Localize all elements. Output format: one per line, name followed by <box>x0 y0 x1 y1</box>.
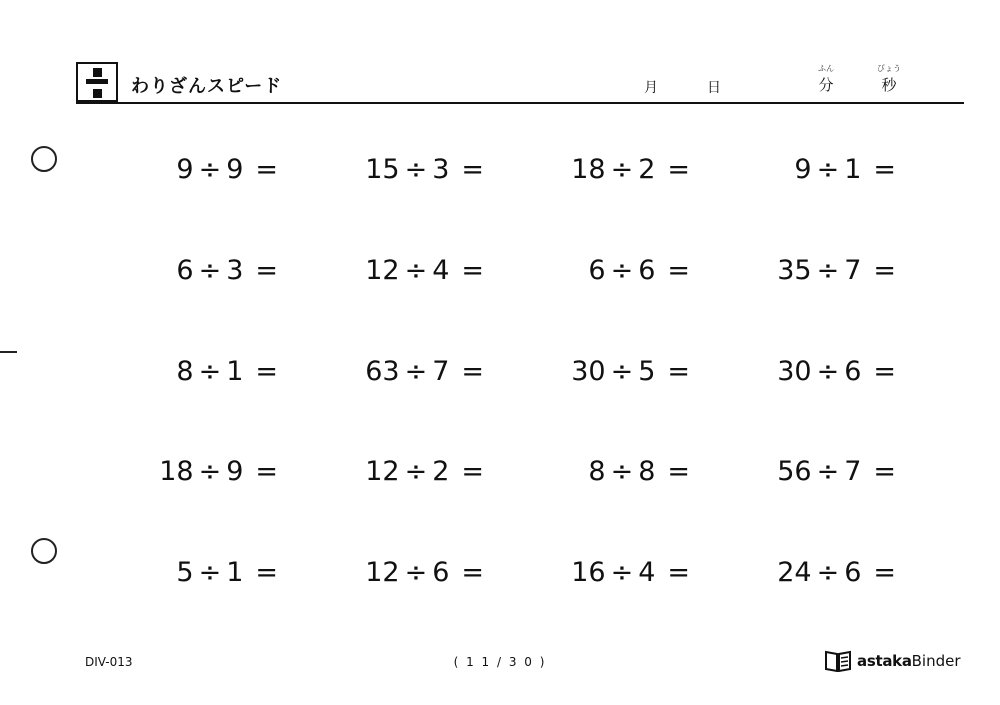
operator: ÷ <box>610 456 634 487</box>
operator: ÷ <box>198 154 222 185</box>
division-problem <box>706 256 896 286</box>
dividend: 16 <box>571 557 606 588</box>
equals-sign: = <box>667 557 690 588</box>
operator: ÷ <box>816 356 840 387</box>
division-problem <box>706 155 896 185</box>
page-number: ( 1 1 / 3 0 ) <box>453 655 547 669</box>
equals-sign: = <box>461 356 484 387</box>
operator: ÷ <box>404 456 428 487</box>
division-problem <box>706 357 896 387</box>
minute-label: 分 <box>818 76 834 94</box>
equals-sign: = <box>461 255 484 286</box>
divisor: 7 <box>432 356 450 387</box>
equals-sign: = <box>255 456 278 487</box>
dividend: 63 <box>365 356 400 387</box>
division-problem <box>500 357 690 387</box>
dividend: 30 <box>777 356 812 387</box>
second-ruby: びょう <box>877 64 901 73</box>
divisor: 3 <box>432 154 450 185</box>
second-label: 秒 <box>881 76 897 94</box>
equals-sign: = <box>461 456 484 487</box>
equals-sign: = <box>255 154 278 185</box>
worksheet-code: DIV-013 <box>85 655 133 669</box>
divisor: 1 <box>844 154 862 185</box>
equals-sign: = <box>255 255 278 286</box>
division-problem <box>88 558 278 588</box>
operator: ÷ <box>816 557 840 588</box>
divisor: 1 <box>226 356 244 387</box>
divisor: 9 <box>226 456 244 487</box>
operator: ÷ <box>404 356 428 387</box>
operator: ÷ <box>198 456 222 487</box>
divisor: 6 <box>844 356 862 387</box>
division-problem <box>500 558 690 588</box>
equals-sign: = <box>255 557 278 588</box>
minute-unit <box>811 64 841 96</box>
dividend: 8 <box>588 456 606 487</box>
equals-sign: = <box>667 255 690 286</box>
dividend: 12 <box>365 557 400 588</box>
dividend: 6 <box>176 255 194 286</box>
divisor: 4 <box>638 557 656 588</box>
division-problem <box>294 155 484 185</box>
division-problem <box>500 457 690 487</box>
divisor: 6 <box>432 557 450 588</box>
operator: ÷ <box>198 356 222 387</box>
dividend: 9 <box>794 154 812 185</box>
divisor: 7 <box>844 456 862 487</box>
dividend: 30 <box>571 356 606 387</box>
operator: ÷ <box>198 255 222 286</box>
division-problem <box>500 155 690 185</box>
dividend: 18 <box>571 154 606 185</box>
header-underline <box>76 102 964 104</box>
dividend: 56 <box>777 456 812 487</box>
dividend: 12 <box>365 255 400 286</box>
operator: ÷ <box>404 255 428 286</box>
binder-book-icon <box>825 650 851 672</box>
divisor: 3 <box>226 255 244 286</box>
binder-hole-bottom <box>31 538 57 564</box>
operator: ÷ <box>610 557 634 588</box>
worksheet-title: わりざんスピード <box>131 76 283 97</box>
division-problem <box>706 558 896 588</box>
operator: ÷ <box>816 154 840 185</box>
divisor: 6 <box>638 255 656 286</box>
operator: ÷ <box>816 255 840 286</box>
dividend: 12 <box>365 456 400 487</box>
division-problem <box>88 357 278 387</box>
equals-sign: = <box>461 154 484 185</box>
division-sign-icon <box>76 62 118 102</box>
brand-suffix: Binder <box>911 652 961 670</box>
equals-sign: = <box>873 456 896 487</box>
brand-logo <box>825 648 961 674</box>
division-problem <box>88 256 278 286</box>
divisor: 7 <box>844 255 862 286</box>
equals-sign: = <box>873 255 896 286</box>
equals-sign: = <box>461 557 484 588</box>
worksheet-header <box>76 62 964 104</box>
equals-sign: = <box>667 356 690 387</box>
division-problem <box>88 155 278 185</box>
operator: ÷ <box>404 154 428 185</box>
operator: ÷ <box>816 456 840 487</box>
equals-sign: = <box>873 154 896 185</box>
operator: ÷ <box>198 557 222 588</box>
operator: ÷ <box>610 255 634 286</box>
division-problem <box>706 457 896 487</box>
divisor: 8 <box>638 456 656 487</box>
divisor: 2 <box>638 154 656 185</box>
divisor: 6 <box>844 557 862 588</box>
dividend: 9 <box>176 154 194 185</box>
second-unit <box>874 64 904 96</box>
equals-sign: = <box>667 456 690 487</box>
month-label: 月 <box>644 80 658 96</box>
day-label: 日 <box>707 80 721 96</box>
dividend: 8 <box>176 356 194 387</box>
equals-sign: = <box>255 356 278 387</box>
minute-ruby: ふん <box>818 64 834 73</box>
center-fold-mark <box>0 351 17 353</box>
divisor: 2 <box>432 456 450 487</box>
equals-sign: = <box>667 154 690 185</box>
dividend: 18 <box>159 456 194 487</box>
dividend: 5 <box>176 557 194 588</box>
dividend: 6 <box>588 255 606 286</box>
divisor: 4 <box>432 255 450 286</box>
division-problem <box>294 256 484 286</box>
operator: ÷ <box>610 154 634 185</box>
operator: ÷ <box>404 557 428 588</box>
division-problem <box>500 256 690 286</box>
brand-name: astaka <box>857 652 912 670</box>
division-problem <box>294 357 484 387</box>
operator: ÷ <box>610 356 634 387</box>
equals-sign: = <box>873 356 896 387</box>
division-problem <box>294 558 484 588</box>
dividend: 35 <box>777 255 812 286</box>
divisor: 5 <box>638 356 656 387</box>
binder-hole-top <box>31 146 57 172</box>
equals-sign: = <box>873 557 896 588</box>
division-problem <box>88 457 278 487</box>
dividend: 24 <box>777 557 812 588</box>
division-problem <box>294 457 484 487</box>
divisor: 9 <box>226 154 244 185</box>
dividend: 15 <box>365 154 400 185</box>
divisor: 1 <box>226 557 244 588</box>
